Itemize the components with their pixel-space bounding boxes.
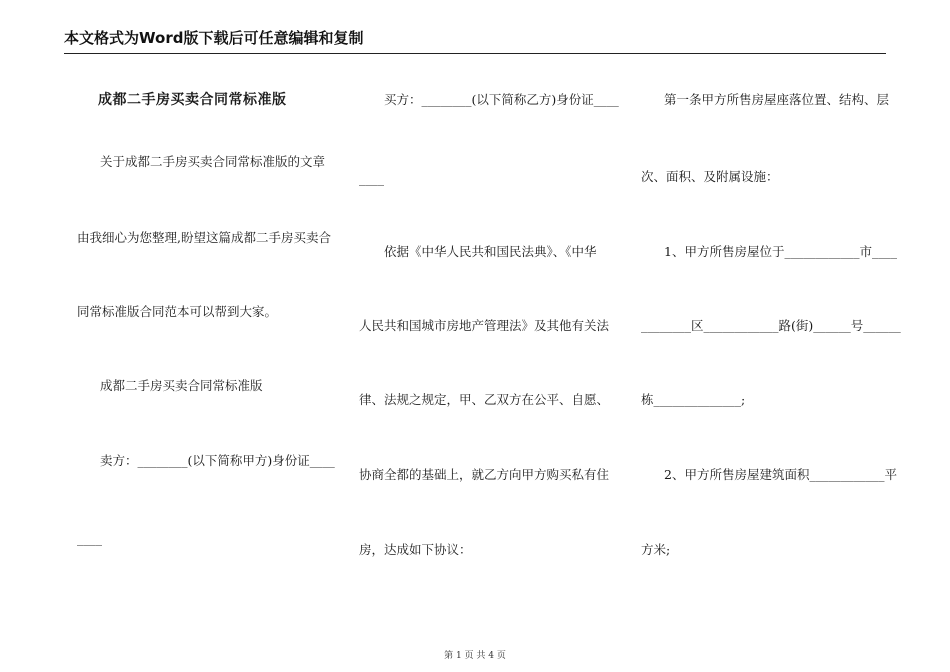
paragraph-line: 次、面积、及附属设施： <box>641 169 779 184</box>
buyer-line-continued: ____ <box>359 171 384 186</box>
location-line-continued: ________区____________路(街)______号______ <box>641 318 901 333</box>
seller-line: 卖方：________(以下简称甲方)身份证____ <box>100 453 335 468</box>
document-header: 本文格式为Word版下载后可任意编辑和复制 <box>64 28 886 54</box>
paragraph-line: 关于成都二手房买卖合同常标准版的文章 <box>100 154 326 169</box>
location-line: 1、甲方所售房屋位于____________市____ <box>664 244 897 259</box>
area-line: 2、甲方所售房屋建筑面积____________平 <box>664 467 897 482</box>
paragraph-line: 由我细心为您整理,盼望这篇成都二手房买卖合 <box>77 230 331 245</box>
section-heading: 成都二手房买卖合同常标准版 <box>100 378 263 393</box>
article-heading: 第一条甲方所售房屋座落位置、结构、层 <box>664 92 890 107</box>
page-number: 第 1 页 共 4 页 <box>444 651 506 661</box>
paragraph-line: 人民共和国城市房地产管理法》及其他有关法 <box>359 318 610 333</box>
buyer-line: 买方：________(以下简称乙方)身份证____ <box>384 92 619 107</box>
paragraph-line: 依据《中华人民共和国民法典》、《中华 <box>384 244 597 259</box>
area-line-continued: 方米; <box>641 542 671 557</box>
document-title: 成都二手房买卖合同常标准版 <box>98 92 287 108</box>
seller-line-continued: ____ <box>77 531 102 546</box>
paragraph-line: 同常标准版合同范本可以帮到大家。 <box>77 304 278 319</box>
location-line-continued: 栋______________; <box>641 392 746 407</box>
paragraph-line: 房，达成如下协议： <box>359 542 472 557</box>
paragraph-line: 律、法规之规定，甲、乙双方在公平、自愿、 <box>359 392 610 407</box>
paragraph-line: 协商全都的基础上，就乙方向甲方购买私有住 <box>359 467 610 482</box>
